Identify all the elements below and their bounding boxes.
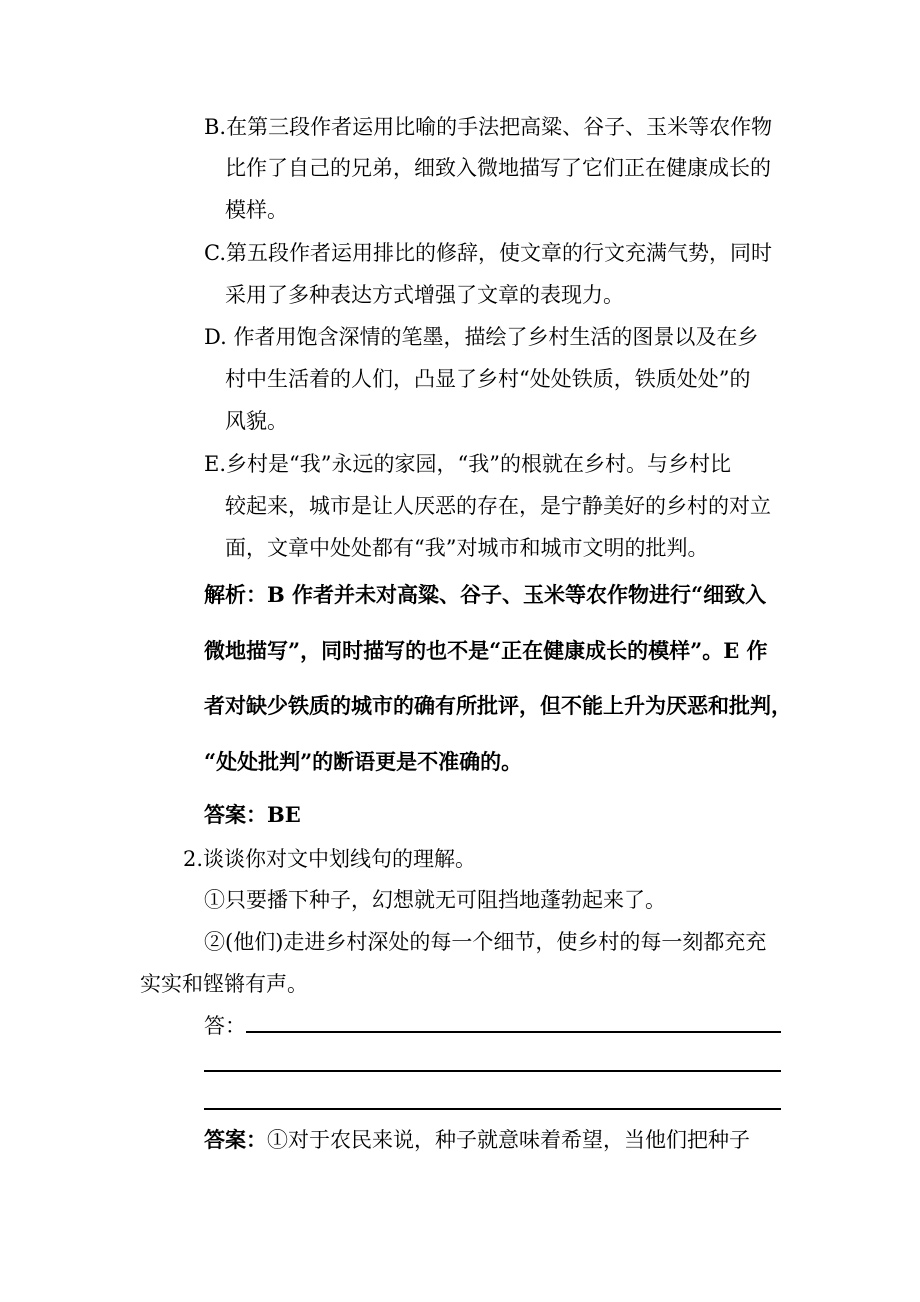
answer-2	[204, 1126, 750, 1154]
option-b-line-2: 比作了自己的兄弟，细致入微地描写了它们正在健康成长的	[225, 156, 771, 180]
explanation-line-4: “处处批判”的断语更是不准确的。	[204, 749, 523, 774]
answer-1: 答案：BE	[204, 802, 301, 827]
answer-prompt: 答：	[204, 1014, 246, 1038]
answer-blank-line-2[interactable]	[204, 1070, 781, 1072]
option-b-line-1: B.在第三段作者运用比喻的手法把高粱、谷子、玉米等农作物	[204, 115, 773, 139]
question-2-item-1: ①只要播下种子，幻想就无可阻挡地蓬勃起来了。	[204, 888, 666, 912]
answer-2-label: 答案：	[204, 1127, 267, 1152]
answer-blank-line-1[interactable]	[246, 1031, 781, 1033]
answer-2-text: ①对于农民来说，种子就意味着希望，当他们把种子	[267, 1128, 750, 1152]
explanation-line-2: 微地描写”，同时描写的也不是“正在健康成长的模样”。E 作	[204, 638, 768, 663]
option-e-line-2: 较起来，城市是让人厌恶的存在，是宁静美好的乡村的对立	[225, 494, 771, 518]
option-c-line-2: 采用了多种表达方式增强了文章的表现力。	[225, 283, 624, 307]
answer-blank-line-3[interactable]	[204, 1108, 781, 1110]
option-e-line-3: 面，文章中处处都有“我”对城市和城市文明的批判。	[225, 536, 709, 560]
question-2-title: 2.谈谈你对文中划线句的理解。	[183, 847, 477, 871]
option-d-line-2: 村中生活着的人们，凸显了乡村“处处铁质，铁质处处”的	[225, 367, 751, 391]
question-2-item-2-line-2: 实实和铿锵有声。	[140, 972, 308, 996]
option-b-line-3: 模样。	[225, 198, 288, 222]
option-d-line-1: D. 作者用饱含深情的笔墨，描绘了乡村生活的图景以及在乡	[204, 325, 759, 349]
option-d-line-3: 风貌。	[225, 409, 288, 433]
explanation-line-3: 者对缺少铁质的城市的确有所批评，但不能上升为厌恶和批判，	[204, 693, 792, 718]
option-c-line-1: C.第五段作者运用排比的修辞，使文章的行文充满气势，同时	[204, 241, 772, 265]
option-e-line-1: E.乡村是“我”永远的家园，“我”的根就在乡村。与乡村比	[204, 452, 731, 476]
question-2-item-2-line-1: ②(他们)走进乡村深处的每一个细节，使乡村的每一刻都充充	[204, 930, 767, 954]
explanation-line-1: 解析：B 作者并未对高粱、谷子、玉米等农作物进行“细致入	[204, 582, 767, 607]
